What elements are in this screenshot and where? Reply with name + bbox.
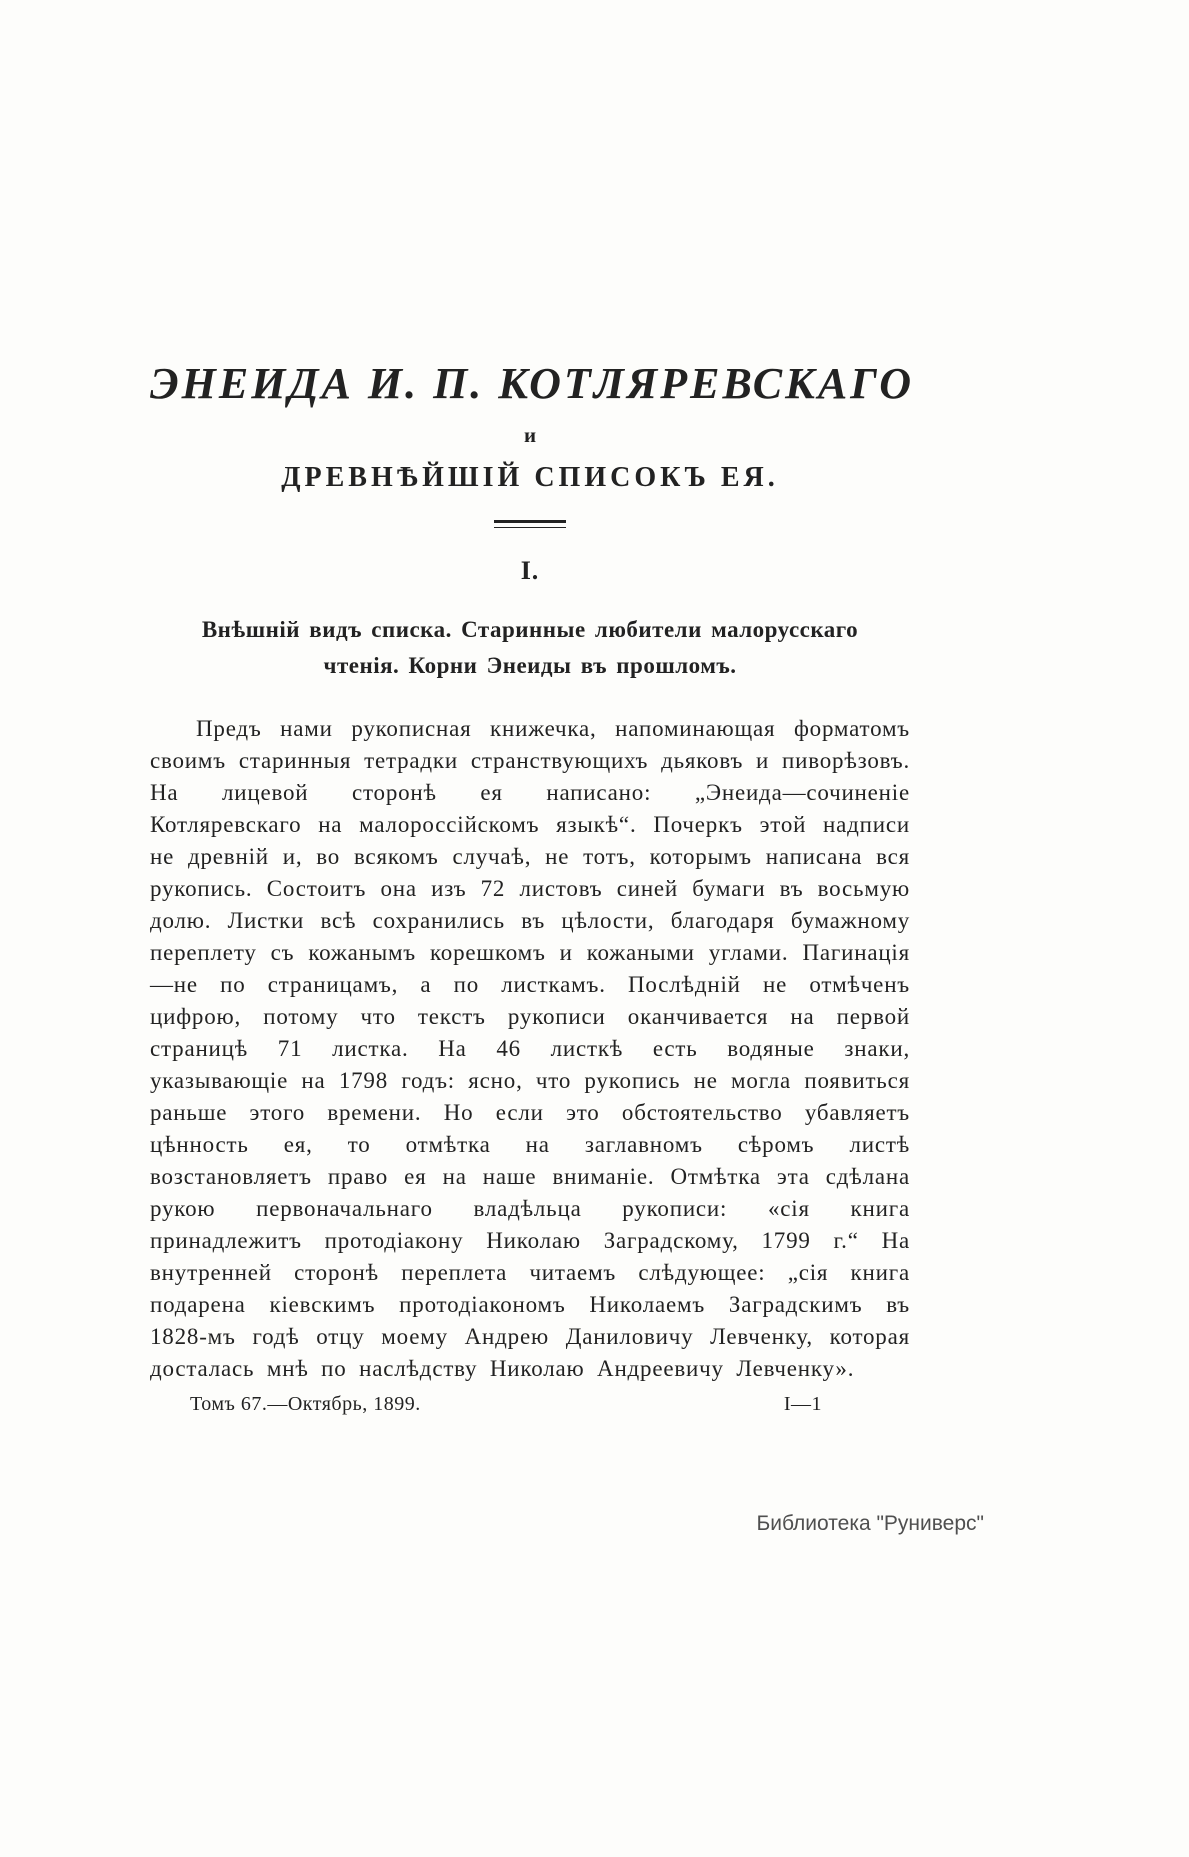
library-watermark: Библиотека "Руниверс": [756, 1512, 984, 1535]
footer-signature-mark: I—1: [783, 1393, 822, 1416]
ornament-divider: [494, 520, 566, 528]
body-paragraph: Предъ нами рукописная книжечка, напоминающая форматомъ своимъ старинныя тетрадки странствующихъ дьяковъ и пиворѣзовъ. На лицевой сторонѣ ея написано: „Энеида—сочиненіе Котляревскаго на малороссійскомъ языкѣ“. Почеркъ этой надписи не древній и, во всякомъ случаѣ, не тотъ, которымъ написана вся рукопись. Состоитъ она изъ 72 листовъ синей бумаги въ восьмую долю. Листки всѣ сохранились въ цѣлости, благодаря бумажному переплету съ кожанымъ корешкомъ и кожаными углами. Пагинація—не по страницамъ, а по листкамъ. Послѣдній не отмѣченъ цифрою, потому что текстъ рукописи оканчивается на первой страницѣ 71 листка. На 46 листкѣ есть водяные знаки, указывающіе на 1798 годъ: ясно, что рукопись не могла появиться раньше этого времени. Но если это обстоятельство убавляетъ цѣнность ея, то отмѣтка на заглавномъ сѣромъ листѣ возстановляетъ право ея на наше вниманіе. Отмѣтка эта сдѣлана рукою первоначальнаго владѣльца рукописи: «сія книга принадлежитъ протодіакону Николаю Заградскому, 1799 г.“ На внутренней сторонѣ переплета читаемъ слѣдующее: „сія книга подарена кіевскимъ протодіакономъ Николаемъ Заградскимъ въ 1828-мъ годѣ отцу моему Андрею Даниловичу Левченку, которая досталась мнѣ по наслѣдству Николаю Андреевичу Левченку».: [150, 716, 910, 1382]
subtitle-title: ДРЕВНѢЙШІЙ СПИСОКЪ ЕЯ.: [281, 462, 779, 493]
page-footer: [150, 1393, 910, 1416]
text-block: [150, 358, 915, 1416]
section-heading: Внѣшній видъ списка. Старинные любители малорусскаго чтенія. Корни Энеиды въ прошломъ.: [201, 617, 859, 678]
section-number: I.: [520, 556, 540, 585]
title-connector: и: [523, 423, 537, 447]
page-title: ЭНЕИДА И. П. КОТЛЯРЕВСКАГО: [150, 359, 915, 408]
footer-volume-date: Томъ 67.—Октябрь, 1899.: [190, 1393, 421, 1416]
